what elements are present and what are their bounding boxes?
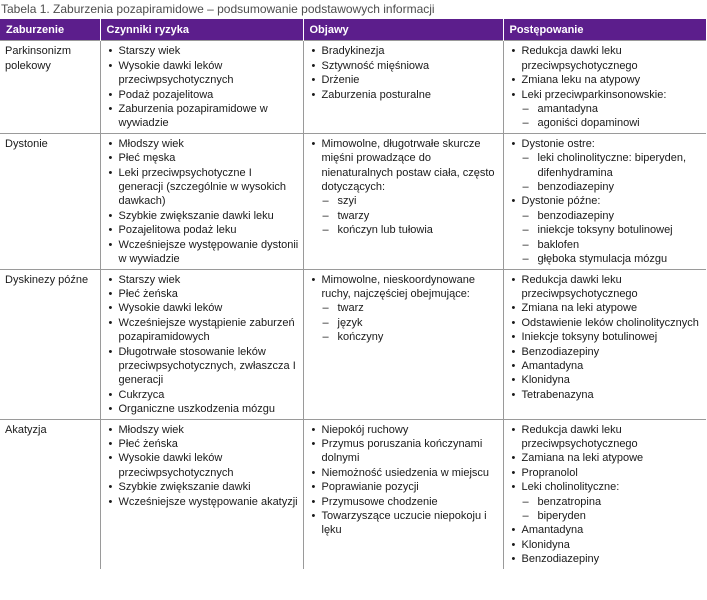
symptoms-cell <box>303 269 503 419</box>
symptoms-cell <box>303 133 503 269</box>
risk-list <box>105 44 299 130</box>
table-body <box>0 41 706 569</box>
table-row <box>0 41 706 133</box>
list-item: • Płeć żeńska <box>105 437 299 451</box>
sub-list-item: – benzatropina <box>508 495 703 509</box>
disorder-cell: Akatyzja <box>0 419 100 569</box>
list-item: • Szybkie zwiększanie dawki leku <box>105 209 299 223</box>
list-item: • Iniekcje toksyny botulinowej <box>508 330 703 344</box>
sub-list-item: – szyi <box>308 194 499 208</box>
management-cell <box>503 269 706 419</box>
header-management: Postępowanie <box>503 19 706 41</box>
list-item: • Klonidyna <box>508 373 703 387</box>
risk-factors-cell <box>100 133 303 269</box>
risk-factors-cell <box>100 419 303 569</box>
list-item: • Wysokie dawki leków <box>105 301 299 315</box>
list-item: • Zaburzenia pozapiramidowe w wywiadzie <box>105 102 299 131</box>
table-row <box>0 419 706 569</box>
disorder-cell: Dystonie <box>0 133 100 269</box>
list-item: • Dystonie późne: <box>508 194 703 208</box>
list-item: • Pozajelitowa podaż leku <box>105 223 299 237</box>
management-cell <box>503 419 706 569</box>
list-item: • Starszy wiek <box>105 44 299 58</box>
sub-list-item: – benzodiazepiny <box>508 209 703 223</box>
risk-list <box>105 423 299 509</box>
sub-list-item: – kończyny <box>308 330 499 344</box>
list-item: • Odstawienie leków cholinolitycznych <box>508 316 703 330</box>
disorder-cell: Dyskinezy późne <box>0 269 100 419</box>
management-cell <box>503 133 706 269</box>
list-item: • Przymusowe chodzenie <box>308 495 499 509</box>
list-item: • Wysokie dawki leków przeciwpsychotycznych <box>105 59 299 88</box>
symptoms-list <box>308 44 499 102</box>
header-risk-factors: Czynniki ryzyka <box>100 19 303 41</box>
list-item: • Organiczne uszkodzenia mózgu <box>105 402 299 416</box>
list-item: • Długotrwałe stosowanie leków przeciwpsychotycznych, zwłaszcza I generacji <box>105 345 299 388</box>
sub-list-item: – benzodiazepiny <box>508 180 703 194</box>
list-item: • Niemożność usiedzenia w miejscu <box>308 466 499 480</box>
list-item: • Leki przeciwparkinsonowskie: <box>508 88 703 102</box>
risk-factors-cell <box>100 269 303 419</box>
risk-list <box>105 137 299 267</box>
list-item: • Zmiana na leki atypowe <box>508 301 703 315</box>
list-item: • Redukcja dawki leku przeciwpsychotycznego <box>508 273 703 302</box>
list-item: • Towarzyszące uczucie niepokoju i lęku <box>308 509 499 538</box>
list-item: • Niepokój ruchowy <box>308 423 499 437</box>
list-item: • Zamiana na leki atypowe <box>508 451 703 465</box>
sub-list-item: – język <box>308 316 499 330</box>
list-item: • Amantadyna <box>508 359 703 373</box>
list-item: • Młodszy wiek <box>105 423 299 437</box>
symptoms-cell <box>303 41 503 133</box>
list-item: • Płeć męska <box>105 151 299 165</box>
sub-list-item: – kończyn lub tułowia <box>308 223 499 237</box>
list-item: • Starszy wiek <box>105 273 299 287</box>
symptoms-list <box>308 273 499 345</box>
list-item: • Leki cholinolityczne: <box>508 480 703 494</box>
header-symptoms: Objawy <box>303 19 503 41</box>
list-item: • Wcześniejsze występowanie akatyzji <box>105 495 299 509</box>
sub-list-item: – twarz <box>308 301 499 315</box>
summary-table <box>0 19 706 569</box>
list-item: • Płeć żeńska <box>105 287 299 301</box>
table-header <box>0 19 706 41</box>
disorder-cell: Parkinsonizm polekowy <box>0 41 100 133</box>
list-item: • Wysokie dawki leków przeciwpsychotycznych <box>105 451 299 480</box>
table-row <box>0 133 706 269</box>
list-item: • Wcześniejsze wystąpienie zaburzeń pozapiramidowych <box>105 316 299 345</box>
list-item: • Młodszy wiek <box>105 137 299 151</box>
risk-factors-cell <box>100 41 303 133</box>
management-cell <box>503 41 706 133</box>
list-item: • Poprawianie pozycji <box>308 480 499 494</box>
list-item: • Szybkie zwiększanie dawki <box>105 480 299 494</box>
sub-list-item: – biperyden <box>508 509 703 523</box>
symptoms-cell <box>303 419 503 569</box>
sub-list-item: – amantadyna <box>508 102 703 116</box>
header-disorder: Zaburzenie <box>0 19 100 41</box>
list-item: • Sztywność mięśniowa <box>308 59 499 73</box>
symptoms-list <box>308 137 499 238</box>
list-item: • Przymus poruszania kończynami dolnymi <box>308 437 499 466</box>
list-item: • Mimowolne, nieskoordynowane ruchy, najczęściej obejmujące: <box>308 273 499 302</box>
list-item: • Benzodiazepiny <box>508 345 703 359</box>
list-item: • Dystonie ostre: <box>508 137 703 151</box>
list-item: • Leki przeciwpsychotyczne I generacji (szczególnie w wysokich dawkach) <box>105 166 299 209</box>
list-item: • Mimowolne, długotrwałe skurcze mięśni prowadzące do nienaturalnych postaw ciała, często dotyczących: <box>308 137 499 195</box>
management-list <box>508 137 703 267</box>
sub-list-item: – głęboka stymulacja mózgu <box>508 252 703 266</box>
risk-list <box>105 273 299 417</box>
list-item: • Zaburzenia posturalne <box>308 88 499 102</box>
list-item: • Podaż pozajelitowa <box>105 88 299 102</box>
sub-list-item: – iniekcje toksyny botulinowej <box>508 223 703 237</box>
list-item: • Amantadyna <box>508 523 703 537</box>
list-item: • Benzodiazepiny <box>508 552 703 566</box>
list-item: • Klonidyna <box>508 538 703 552</box>
list-item: • Redukcja dawki leku przeciwpsychotycznego <box>508 44 703 73</box>
list-item: • Bradykinezja <box>308 44 499 58</box>
list-item: • Cukrzyca <box>105 388 299 402</box>
list-item: • Tetrabenazyna <box>508 388 703 402</box>
list-item: • Wcześniejsze występowanie dystonii w wywiadzie <box>105 238 299 267</box>
header-row <box>0 19 706 41</box>
list-item: • Drżenie <box>308 73 499 87</box>
symptoms-list <box>308 423 499 538</box>
list-item: • Zmiana leku na atypowy <box>508 73 703 87</box>
table-caption: Tabela 1. Zaburzenia pozapiramidowe – podsumowanie podstawowych informacji <box>1 2 435 16</box>
sub-list-item: – twarzy <box>308 209 499 223</box>
management-list <box>508 44 703 130</box>
sub-list-item: – agoniści dopaminowi <box>508 116 703 130</box>
sub-list-item: – leki cholinolityczne: biperyden, difenhydramina <box>508 151 703 180</box>
list-item: • Propranolol <box>508 466 703 480</box>
management-list <box>508 273 703 403</box>
table-row <box>0 269 706 419</box>
list-item: • Redukcja dawki leku przeciwpsychotycznego <box>508 423 703 452</box>
sub-list-item: – baklofen <box>508 238 703 252</box>
management-list <box>508 423 703 567</box>
